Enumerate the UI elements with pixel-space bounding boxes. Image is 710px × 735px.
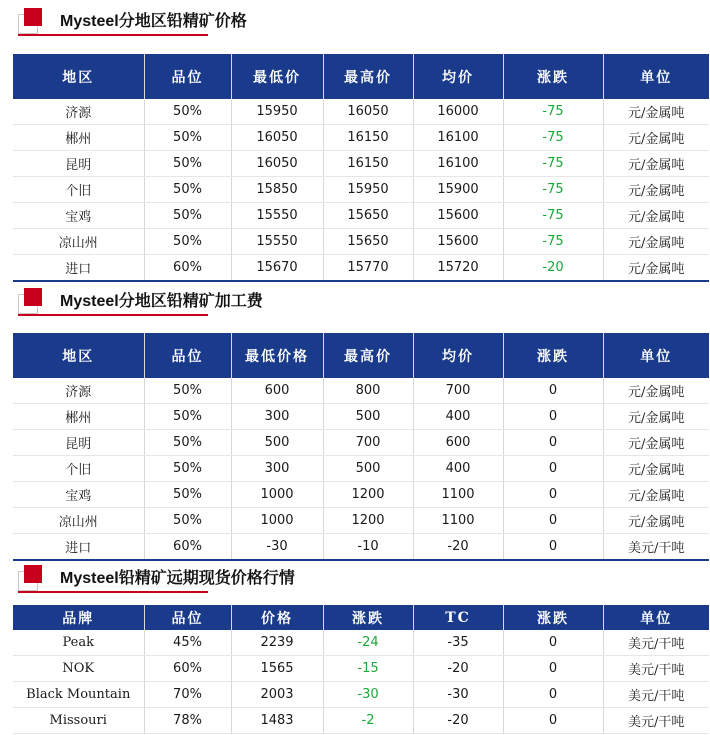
table-cell: 50% bbox=[144, 456, 231, 482]
column-header: 单位 bbox=[603, 333, 709, 378]
table-cell: 2003 bbox=[231, 682, 323, 708]
table-cell: 50% bbox=[144, 99, 231, 125]
table-cell: 1200 bbox=[323, 482, 413, 508]
table-cell: 元/金属吨 bbox=[603, 430, 709, 456]
table-row bbox=[13, 255, 709, 282]
table-cell: 16050 bbox=[231, 151, 323, 177]
table-cell: -75 bbox=[503, 125, 603, 151]
table-row bbox=[13, 482, 709, 508]
table-cell: 郴州 bbox=[13, 404, 144, 430]
column-header: 涨跌 bbox=[323, 605, 413, 630]
table-row bbox=[13, 682, 709, 708]
table-cell: 元/金属吨 bbox=[603, 482, 709, 508]
table-cell: 济源 bbox=[13, 99, 144, 125]
table-cell: 16050 bbox=[323, 99, 413, 125]
table-cell: 昆明 bbox=[13, 430, 144, 456]
table-cell: 15900 bbox=[413, 177, 503, 203]
table-cell: 16050 bbox=[231, 125, 323, 151]
table-cell: 宝鸡 bbox=[13, 203, 144, 229]
table-cell: 美元/干吨 bbox=[603, 534, 709, 561]
table-cell: 15600 bbox=[413, 229, 503, 255]
table-cell: 15550 bbox=[231, 203, 323, 229]
table-cell: -20 bbox=[503, 255, 603, 282]
table-cell: 美元/干吨 bbox=[603, 656, 709, 682]
lead-concentrate-price-section bbox=[0, 0, 710, 277]
table-cell: -20 bbox=[413, 534, 503, 561]
table-cell: 800 bbox=[323, 378, 413, 404]
column-header: 涨跌 bbox=[503, 54, 603, 99]
table-row bbox=[13, 203, 709, 229]
table-cell: 16100 bbox=[413, 151, 503, 177]
table-cell: 50% bbox=[144, 482, 231, 508]
table-row bbox=[13, 151, 709, 177]
table-row bbox=[13, 229, 709, 255]
table-cell: 2239 bbox=[231, 630, 323, 656]
column-header: 涨跌 bbox=[503, 333, 603, 378]
column-header: 单位 bbox=[603, 605, 709, 630]
table-cell: 15600 bbox=[413, 203, 503, 229]
column-header: 地区 bbox=[13, 54, 144, 99]
table-header-row bbox=[13, 333, 709, 378]
column-header: 均价 bbox=[413, 54, 503, 99]
table-cell: 1565 bbox=[231, 656, 323, 682]
section-header bbox=[0, 0, 710, 40]
table-cell: 0 bbox=[503, 430, 603, 456]
table-cell: 郴州 bbox=[13, 125, 144, 151]
table-cell: 元/金属吨 bbox=[603, 177, 709, 203]
table-cell: 700 bbox=[413, 378, 503, 404]
table-cell: 16150 bbox=[323, 125, 413, 151]
column-header: 最高价 bbox=[323, 54, 413, 99]
table-cell: -20 bbox=[413, 656, 503, 682]
table-cell: 宝鸡 bbox=[13, 482, 144, 508]
column-header: 地区 bbox=[13, 333, 144, 378]
table-cell: 元/金属吨 bbox=[603, 125, 709, 151]
square-icon-red bbox=[24, 288, 42, 306]
table-cell: 15650 bbox=[323, 229, 413, 255]
title-underline bbox=[18, 591, 208, 593]
table-cell: 1000 bbox=[231, 482, 323, 508]
table-header-row bbox=[13, 54, 709, 99]
table-cell: 凉山州 bbox=[13, 229, 144, 255]
table-cell: -10 bbox=[323, 534, 413, 561]
table-cell: 元/金属吨 bbox=[603, 404, 709, 430]
table-cell: 元/金属吨 bbox=[603, 508, 709, 534]
table-cell: Black Mountain bbox=[13, 682, 144, 708]
table-row bbox=[13, 630, 709, 656]
table-row bbox=[13, 99, 709, 125]
forward-spot-table bbox=[13, 605, 709, 734]
table-cell: 0 bbox=[503, 534, 603, 561]
table-cell: -75 bbox=[503, 203, 603, 229]
table-cell: 400 bbox=[413, 456, 503, 482]
table-cell: 50% bbox=[144, 508, 231, 534]
table-cell: 美元/干吨 bbox=[603, 682, 709, 708]
table-cell: 0 bbox=[503, 404, 603, 430]
table-cell: 400 bbox=[413, 404, 503, 430]
table-cell: 600 bbox=[231, 378, 323, 404]
table-cell: 700 bbox=[323, 430, 413, 456]
table-cell: 1200 bbox=[323, 508, 413, 534]
table-cell: Peak bbox=[13, 630, 144, 656]
table-cell: 16000 bbox=[413, 99, 503, 125]
table-cell: -75 bbox=[503, 99, 603, 125]
table-cell: 45% bbox=[144, 630, 231, 656]
table-cell: Missouri bbox=[13, 708, 144, 734]
table-cell: 进口 bbox=[13, 255, 144, 282]
table-cell: 50% bbox=[144, 203, 231, 229]
section-title: Mysteel分地区铅精矿加工费 bbox=[60, 293, 263, 310]
processing-fee-table bbox=[13, 333, 709, 561]
table-cell: 15770 bbox=[323, 255, 413, 282]
table-cell: 300 bbox=[231, 404, 323, 430]
table-cell: NOK bbox=[13, 656, 144, 682]
table-cell: 个旧 bbox=[13, 456, 144, 482]
column-header: 最低价格 bbox=[231, 333, 323, 378]
title-underline bbox=[18, 314, 208, 316]
price-table bbox=[13, 54, 709, 282]
table-cell: 50% bbox=[144, 404, 231, 430]
table-cell: 500 bbox=[323, 456, 413, 482]
column-header: TC bbox=[413, 605, 503, 630]
table-cell: 1100 bbox=[413, 482, 503, 508]
table-cell: 78% bbox=[144, 708, 231, 734]
table-cell: 昆明 bbox=[13, 151, 144, 177]
table-cell: 济源 bbox=[13, 378, 144, 404]
table-row bbox=[13, 430, 709, 456]
table-cell: 0 bbox=[503, 656, 603, 682]
table-cell: -15 bbox=[323, 656, 413, 682]
column-header: 品位 bbox=[144, 333, 231, 378]
table-cell: 60% bbox=[144, 255, 231, 282]
column-header: 单位 bbox=[603, 54, 709, 99]
table-cell: 15950 bbox=[323, 177, 413, 203]
table-cell: 1483 bbox=[231, 708, 323, 734]
table-cell: 15550 bbox=[231, 229, 323, 255]
column-header: 品位 bbox=[144, 54, 231, 99]
table-cell: 16100 bbox=[413, 125, 503, 151]
table-cell: 0 bbox=[503, 482, 603, 508]
table-cell: 元/金属吨 bbox=[603, 203, 709, 229]
table-cell: -24 bbox=[323, 630, 413, 656]
table-cell: 0 bbox=[503, 682, 603, 708]
table-row bbox=[13, 404, 709, 430]
table-cell: 15850 bbox=[231, 177, 323, 203]
column-header: 品牌 bbox=[13, 605, 144, 630]
table-cell: 元/金属吨 bbox=[603, 99, 709, 125]
table-cell: -2 bbox=[323, 708, 413, 734]
table-cell: 凉山州 bbox=[13, 508, 144, 534]
column-header: 最高价 bbox=[323, 333, 413, 378]
table-cell: -20 bbox=[413, 708, 503, 734]
table-cell: -30 bbox=[231, 534, 323, 561]
table-cell: 500 bbox=[323, 404, 413, 430]
column-header: 价格 bbox=[231, 605, 323, 630]
section-title: Mysteel铅精矿远期现货价格行情 bbox=[60, 570, 295, 587]
table-row bbox=[13, 456, 709, 482]
section-title: Mysteel分地区铅精矿价格 bbox=[60, 13, 247, 30]
table-cell: 个旧 bbox=[13, 177, 144, 203]
table-cell: 0 bbox=[503, 378, 603, 404]
section-header bbox=[0, 280, 710, 320]
table-cell: 500 bbox=[231, 430, 323, 456]
table-cell: -75 bbox=[503, 151, 603, 177]
table-cell: -30 bbox=[413, 682, 503, 708]
table-row bbox=[13, 125, 709, 151]
table-cell: 美元/干吨 bbox=[603, 708, 709, 734]
table-cell: 元/金属吨 bbox=[603, 456, 709, 482]
table-cell: 15720 bbox=[413, 255, 503, 282]
table-cell: 50% bbox=[144, 430, 231, 456]
table-cell: 0 bbox=[503, 508, 603, 534]
table-cell: 60% bbox=[144, 656, 231, 682]
table-cell: -35 bbox=[413, 630, 503, 656]
table-cell: 0 bbox=[503, 630, 603, 656]
table-row bbox=[13, 708, 709, 734]
table-cell: 0 bbox=[503, 708, 603, 734]
table-row bbox=[13, 508, 709, 534]
table-cell: 50% bbox=[144, 177, 231, 203]
table-cell: 美元/干吨 bbox=[603, 630, 709, 656]
table-cell: 元/金属吨 bbox=[603, 151, 709, 177]
column-header: 品位 bbox=[144, 605, 231, 630]
table-cell: 50% bbox=[144, 229, 231, 255]
table-cell: 15670 bbox=[231, 255, 323, 282]
square-icon-red bbox=[24, 565, 42, 583]
table-cell: 15650 bbox=[323, 203, 413, 229]
table-cell: 元/金属吨 bbox=[603, 378, 709, 404]
table-cell: 60% bbox=[144, 534, 231, 561]
lead-processing-fee-section bbox=[0, 280, 710, 556]
forward-spot-price-section bbox=[0, 557, 710, 730]
table-cell: 16150 bbox=[323, 151, 413, 177]
table-row bbox=[13, 177, 709, 203]
table-cell: 进口 bbox=[13, 534, 144, 561]
table-cell: 0 bbox=[503, 456, 603, 482]
title-underline bbox=[18, 34, 208, 36]
table-cell: 50% bbox=[144, 151, 231, 177]
square-icon-red bbox=[24, 8, 42, 26]
table-cell: 600 bbox=[413, 430, 503, 456]
table-cell: 1000 bbox=[231, 508, 323, 534]
section-header bbox=[0, 557, 710, 597]
table-row bbox=[13, 378, 709, 404]
table-cell: 300 bbox=[231, 456, 323, 482]
table-cell: -75 bbox=[503, 229, 603, 255]
column-header: 均价 bbox=[413, 333, 503, 378]
table-header-row bbox=[13, 605, 709, 630]
column-header: 最低价 bbox=[231, 54, 323, 99]
table-cell: 15950 bbox=[231, 99, 323, 125]
table-cell: 元/金属吨 bbox=[603, 255, 709, 282]
table-cell: 50% bbox=[144, 125, 231, 151]
table-cell: 50% bbox=[144, 378, 231, 404]
table-row bbox=[13, 656, 709, 682]
column-header: 涨跌 bbox=[503, 605, 603, 630]
table-cell: -75 bbox=[503, 177, 603, 203]
table-cell: -30 bbox=[323, 682, 413, 708]
table-cell: 70% bbox=[144, 682, 231, 708]
table-cell: 元/金属吨 bbox=[603, 229, 709, 255]
table-cell: 1100 bbox=[413, 508, 503, 534]
